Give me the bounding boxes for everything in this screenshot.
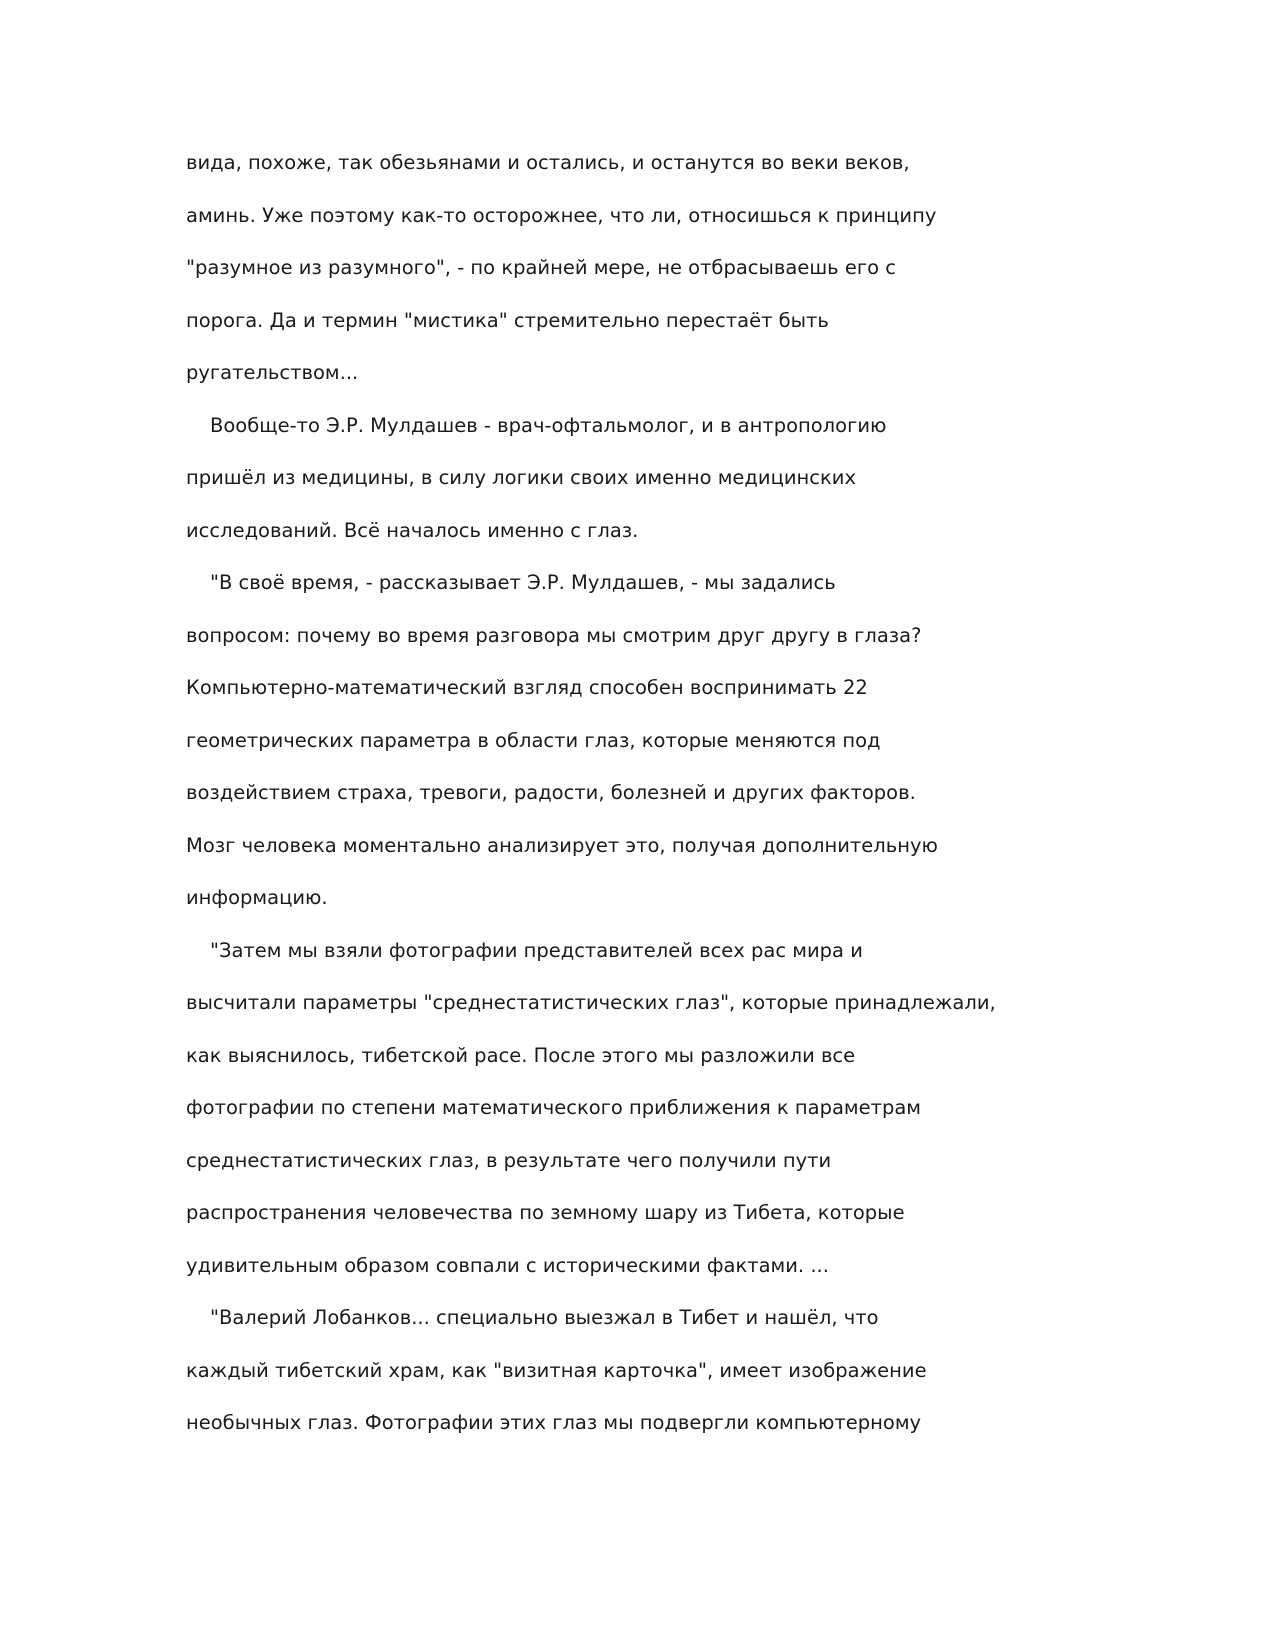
paragraph-first-line: "В своё время, - рассказывает Э.Р. Мулдашев, - мы задались	[210, 571, 836, 594]
text-line: необычных глаз. Фотографии этих глаз мы подвергли компьютерному	[186, 1411, 922, 1434]
text-line: воздействием страха, тревоги, радости, болезней и других факторов.	[186, 781, 916, 804]
text-line: удивительным образом совпали с историческими фактами. ...	[186, 1253, 829, 1277]
text-line: ругательством...	[186, 361, 359, 384]
body-text	[186, 137, 996, 1450]
text-line: Мозг человека моментально анализирует это, получая дополнительную	[186, 833, 938, 857]
text-line: пришёл из медицины, в силу логики своих именно медицинских	[186, 466, 856, 489]
text-line: порога. Да и термин "мистика" стремительно перестаёт быть	[186, 308, 829, 332]
text-line: Компьютерно-математический взгляд способен воспринимать 22	[186, 676, 868, 699]
text-line: вида, похоже, так обезьянами и остались, и останутся во веки веков,	[186, 151, 910, 174]
paragraph-first-line: "Валерий Лобанков... специально выезжал в Тибет и нашёл, что	[210, 1306, 879, 1329]
text-line: распространения человечества по земному шару из Тибета, которые	[186, 1201, 905, 1224]
text-line: аминь. Уже поэтому как-то осторожнее, что ли, относишься к принципу	[186, 203, 937, 227]
paragraph-first-line: "Затем мы взяли фотографии представителей всех рас мира и	[210, 938, 863, 962]
text-line: фотографии по степени математического приближения к параметрам	[186, 1096, 922, 1119]
text-line: каждый тибетский храм, как "визитная карточка", имеет изображение	[186, 1358, 927, 1382]
text-line: "разумное из разумного", - по крайней мере, не отбрасываешь его с	[186, 256, 896, 279]
text-line: среднестатистических глаз, в результате чего получили пути	[186, 1148, 832, 1172]
text-line: исследований. Всё началось именно с глаз.	[186, 518, 639, 542]
text-line: геометрических параметра в области глаз, которые меняются под	[186, 728, 881, 752]
text-line: высчитали параметры "среднестатистических глаз", которые принадлежали,	[186, 991, 996, 1014]
text-line: как выяснилось, тибетской расе. После этого мы разложили все	[186, 1043, 856, 1067]
text-line: информацию.	[186, 886, 328, 909]
text-line: вопросом: почему во время разговора мы смотрим друг другу в глаза?	[186, 623, 922, 647]
paragraph-first-line: Вообще-то Э.Р. Мулдашев - врач-офтальмолог, и в антропологию	[210, 413, 887, 437]
